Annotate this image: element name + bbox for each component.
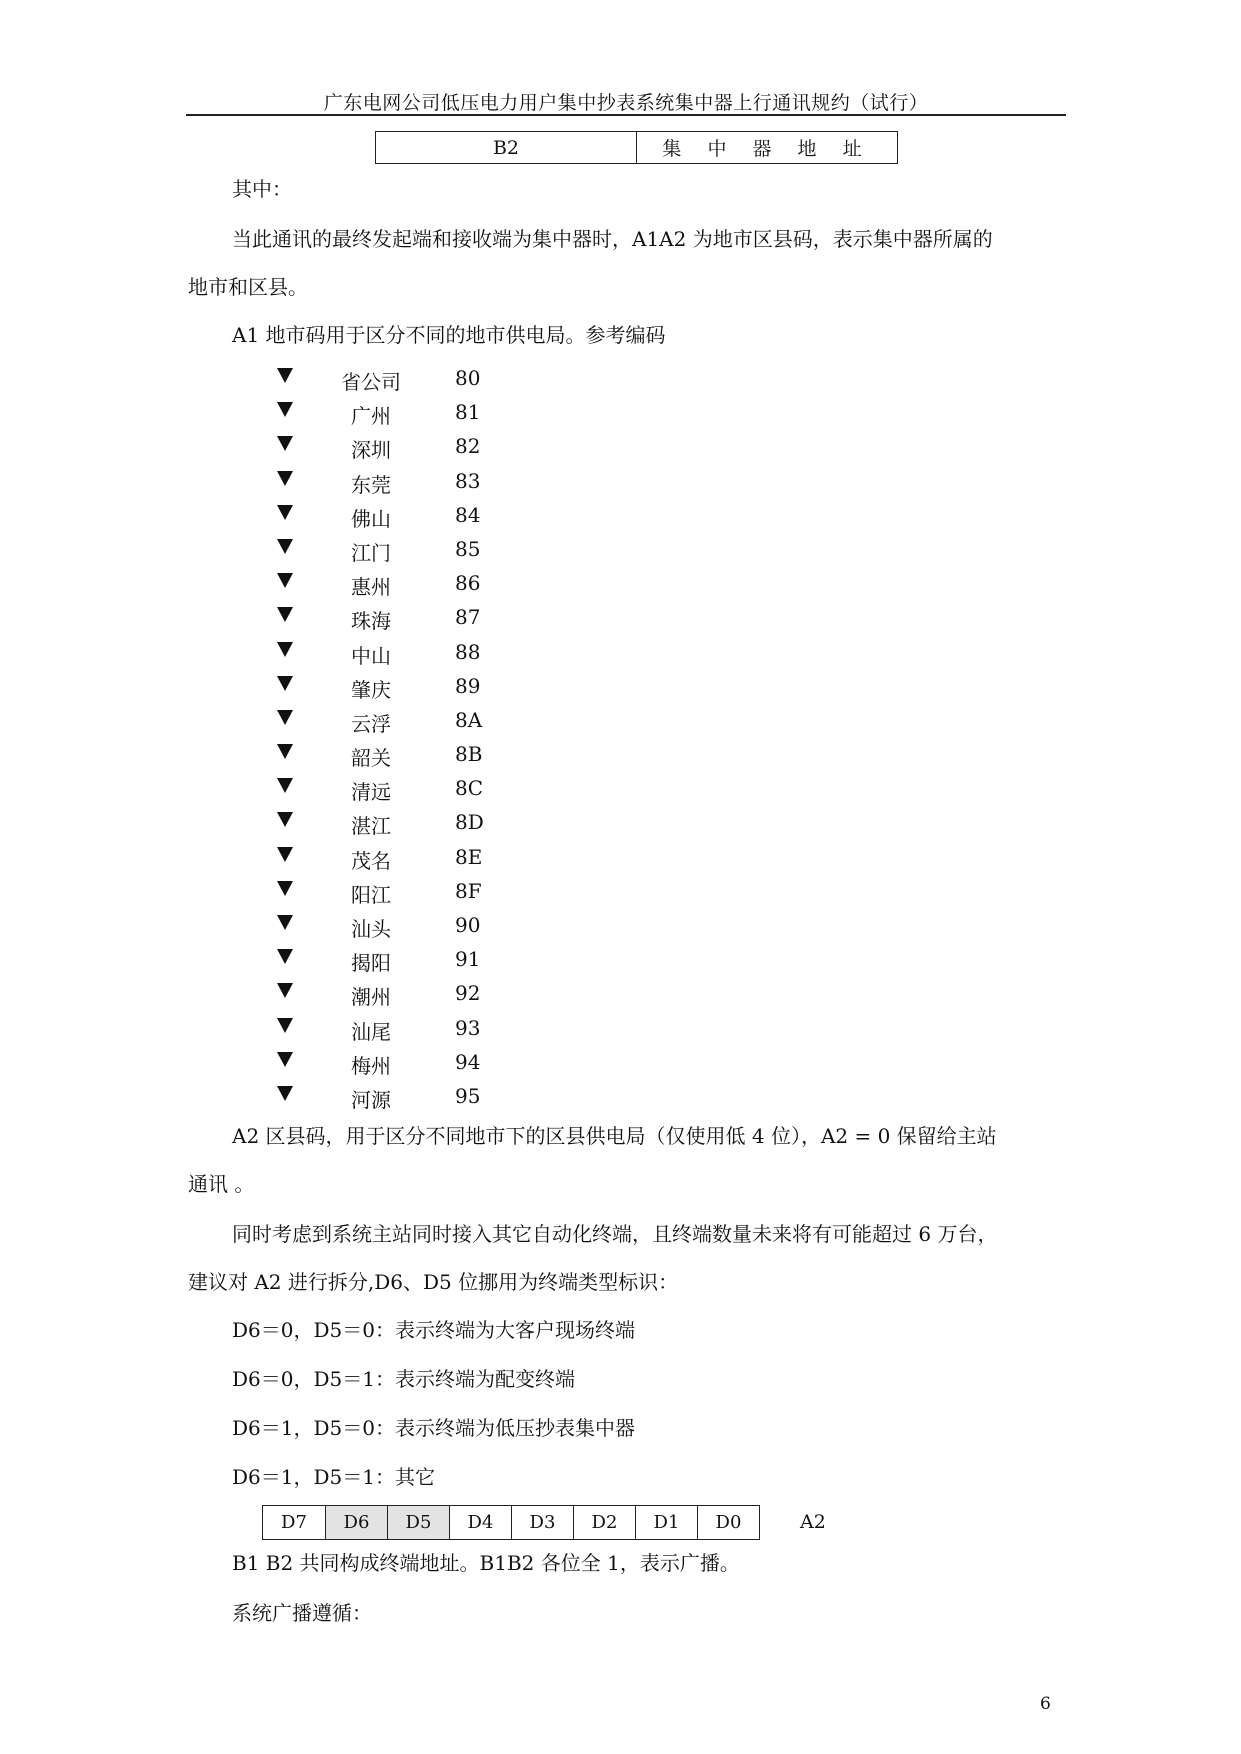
paragraph-terminal-address: B1 B2 共同构成终端地址。B1B2 各位全 1，表示广播。 bbox=[232, 1551, 740, 1575]
triangle-bullet-icon bbox=[277, 1086, 293, 1101]
bit-cell: D7 bbox=[281, 1512, 307, 1533]
city-code-item bbox=[275, 672, 575, 706]
bit-cell: D3 bbox=[511, 1506, 573, 1539]
city-code: 93 bbox=[455, 1015, 481, 1040]
city-name: 广州 bbox=[351, 404, 391, 429]
city-code: 86 bbox=[455, 571, 481, 596]
paragraph-a1a2-line1: 当此通讯的最终发起端和接收端为集中器时，A1A2 为地市区县码，表示集中器所属的 bbox=[232, 227, 993, 251]
city-name: 东莞 bbox=[351, 472, 391, 497]
city-name: 佛山 bbox=[351, 506, 391, 531]
city-code: 8B bbox=[455, 742, 483, 767]
city-name: 汕尾 bbox=[351, 1019, 391, 1044]
triangle-bullet-icon bbox=[277, 847, 293, 862]
city-code-item bbox=[275, 843, 575, 877]
triangle-bullet-icon bbox=[277, 812, 293, 827]
paragraph-split-line1: 同时考虑到系统主站同时接入其它自动化终端，且终端数量未来将有可能超过 6 万台， bbox=[232, 1222, 998, 1246]
city-name: 珠海 bbox=[351, 609, 391, 634]
city-code-item bbox=[275, 979, 575, 1013]
address-table bbox=[375, 131, 898, 164]
city-code-item bbox=[275, 877, 575, 911]
city-code-item bbox=[275, 945, 575, 979]
city-name: 肇庆 bbox=[351, 677, 391, 702]
city-name: 省公司 bbox=[341, 370, 401, 394]
city-code: 92 bbox=[455, 981, 481, 1006]
terminal-type-rule-1: D6＝0，D5＝0：表示终端为大客户现场终端 bbox=[232, 1318, 635, 1342]
city-code: 94 bbox=[455, 1049, 481, 1074]
city-name: 云浮 bbox=[351, 711, 391, 736]
paragraph-split-line2: 建议对 A2 进行拆分,D6、D5 位挪用为终端类型标识： bbox=[188, 1270, 679, 1294]
address-table-cell-b2: B2 bbox=[492, 136, 520, 159]
city-code-item bbox=[275, 1082, 575, 1116]
address-table-cell-description: 集 中 器 地 址 bbox=[636, 132, 897, 163]
city-code-item bbox=[275, 740, 575, 774]
paragraph-a2-line1: A2 区县码，用于区分不同地市下的区县供电局（仅使用低 4 位），A2 = 0 保留给主站 bbox=[232, 1124, 997, 1148]
city-name: 梅州 bbox=[351, 1053, 391, 1078]
city-name: 茂名 bbox=[351, 848, 391, 873]
city-code-item bbox=[275, 1048, 575, 1082]
header-divider bbox=[186, 114, 1066, 116]
triangle-bullet-icon bbox=[277, 607, 293, 622]
city-code-item bbox=[275, 569, 575, 603]
triangle-bullet-icon bbox=[277, 573, 293, 588]
city-code: 85 bbox=[455, 536, 481, 561]
city-name: 深圳 bbox=[351, 438, 391, 463]
city-code: 84 bbox=[455, 502, 481, 527]
city-name: 河源 bbox=[351, 1087, 391, 1112]
city-code-item bbox=[275, 638, 575, 672]
city-name: 汕头 bbox=[351, 917, 391, 941]
bit-cell: D4 bbox=[449, 1506, 511, 1539]
city-code: 8E bbox=[455, 844, 483, 869]
city-code-item bbox=[275, 398, 575, 432]
triangle-bullet-icon bbox=[277, 710, 293, 725]
city-code: 95 bbox=[455, 1083, 481, 1108]
bit-cell: D6 bbox=[325, 1506, 387, 1539]
bit-cell: D5 bbox=[387, 1506, 449, 1539]
terminal-type-rule-4: D6＝1，D5＝1：其它 bbox=[232, 1465, 435, 1489]
triangle-bullet-icon bbox=[277, 915, 293, 930]
city-code-item bbox=[275, 467, 575, 501]
triangle-bullet-icon bbox=[277, 505, 293, 520]
triangle-bullet-icon bbox=[277, 436, 293, 451]
bit-cell: D0 bbox=[697, 1506, 759, 1539]
city-name: 江门 bbox=[351, 540, 391, 565]
triangle-bullet-icon bbox=[277, 539, 293, 554]
triangle-bullet-icon bbox=[277, 1018, 293, 1033]
bit-cell: D2 bbox=[573, 1506, 635, 1539]
city-code-item bbox=[275, 808, 575, 842]
city-code: 83 bbox=[455, 468, 481, 493]
city-name: 惠州 bbox=[351, 575, 391, 600]
triangle-bullet-icon bbox=[277, 402, 293, 417]
city-code: 8C bbox=[455, 776, 484, 801]
city-code: 91 bbox=[455, 947, 481, 972]
triangle-bullet-icon bbox=[277, 949, 293, 964]
triangle-bullet-icon bbox=[277, 881, 293, 896]
city-code-item bbox=[275, 706, 575, 740]
city-code: 80 bbox=[455, 366, 481, 390]
city-code: 8D bbox=[455, 810, 484, 835]
paragraph-a1a2-line2: 地市和区县。 bbox=[188, 275, 308, 299]
paragraph-broadcast: 系统广播遵循： bbox=[232, 1601, 372, 1625]
paragraph-intro: 其中： bbox=[232, 177, 292, 201]
city-code-list bbox=[275, 364, 575, 1116]
triangle-bullet-icon bbox=[277, 983, 293, 998]
city-code-item bbox=[275, 603, 575, 637]
a2-bits-label: A2 bbox=[800, 1511, 826, 1533]
paragraph-a1-desc: A1 地市码用于区分不同的地市供电局。参考编码 bbox=[232, 323, 666, 347]
city-code: 8A bbox=[455, 707, 483, 732]
city-name: 阳江 bbox=[351, 882, 391, 907]
terminal-type-rule-2: D6＝0，D5＝1：表示终端为配变终端 bbox=[232, 1367, 575, 1391]
city-name: 清远 bbox=[351, 780, 391, 805]
terminal-type-rule-3: D6＝1，D5＝0：表示终端为低压抄表集中器 bbox=[232, 1416, 635, 1440]
triangle-bullet-icon bbox=[277, 471, 293, 486]
page-header-title: 广东电网公司低压电力用户集中抄表系统集中器上行通讯规约（试行） bbox=[323, 92, 929, 114]
city-code: 81 bbox=[455, 400, 481, 425]
city-code-item bbox=[275, 501, 575, 535]
city-code: 82 bbox=[455, 434, 481, 459]
city-code-item bbox=[275, 1014, 575, 1048]
city-name: 中山 bbox=[351, 643, 391, 668]
city-name: 潮州 bbox=[351, 985, 391, 1010]
page-number: 6 bbox=[1040, 1694, 1051, 1714]
city-name: 湛江 bbox=[351, 814, 391, 839]
city-code: 8F bbox=[455, 878, 482, 903]
city-name: 韶关 bbox=[351, 746, 391, 771]
triangle-bullet-icon bbox=[277, 676, 293, 691]
city-code-item bbox=[275, 911, 575, 945]
city-code: 89 bbox=[455, 673, 481, 698]
triangle-bullet-icon bbox=[277, 642, 293, 657]
city-name: 揭阳 bbox=[351, 951, 391, 976]
triangle-bullet-icon bbox=[277, 1052, 293, 1067]
bit-cell: D1 bbox=[635, 1506, 697, 1539]
triangle-bullet-icon bbox=[277, 368, 293, 383]
paragraph-a2-line2: 通讯 。 bbox=[188, 1172, 255, 1196]
triangle-bullet-icon bbox=[277, 744, 293, 759]
city-code: 87 bbox=[455, 605, 481, 630]
city-code-item bbox=[275, 774, 575, 808]
city-code-item bbox=[275, 432, 575, 466]
city-code-item bbox=[275, 535, 575, 569]
triangle-bullet-icon bbox=[277, 778, 293, 793]
city-code: 88 bbox=[455, 639, 481, 664]
a2-bits-table bbox=[262, 1505, 760, 1540]
city-code: 90 bbox=[455, 913, 481, 937]
city-code-item bbox=[275, 364, 575, 398]
